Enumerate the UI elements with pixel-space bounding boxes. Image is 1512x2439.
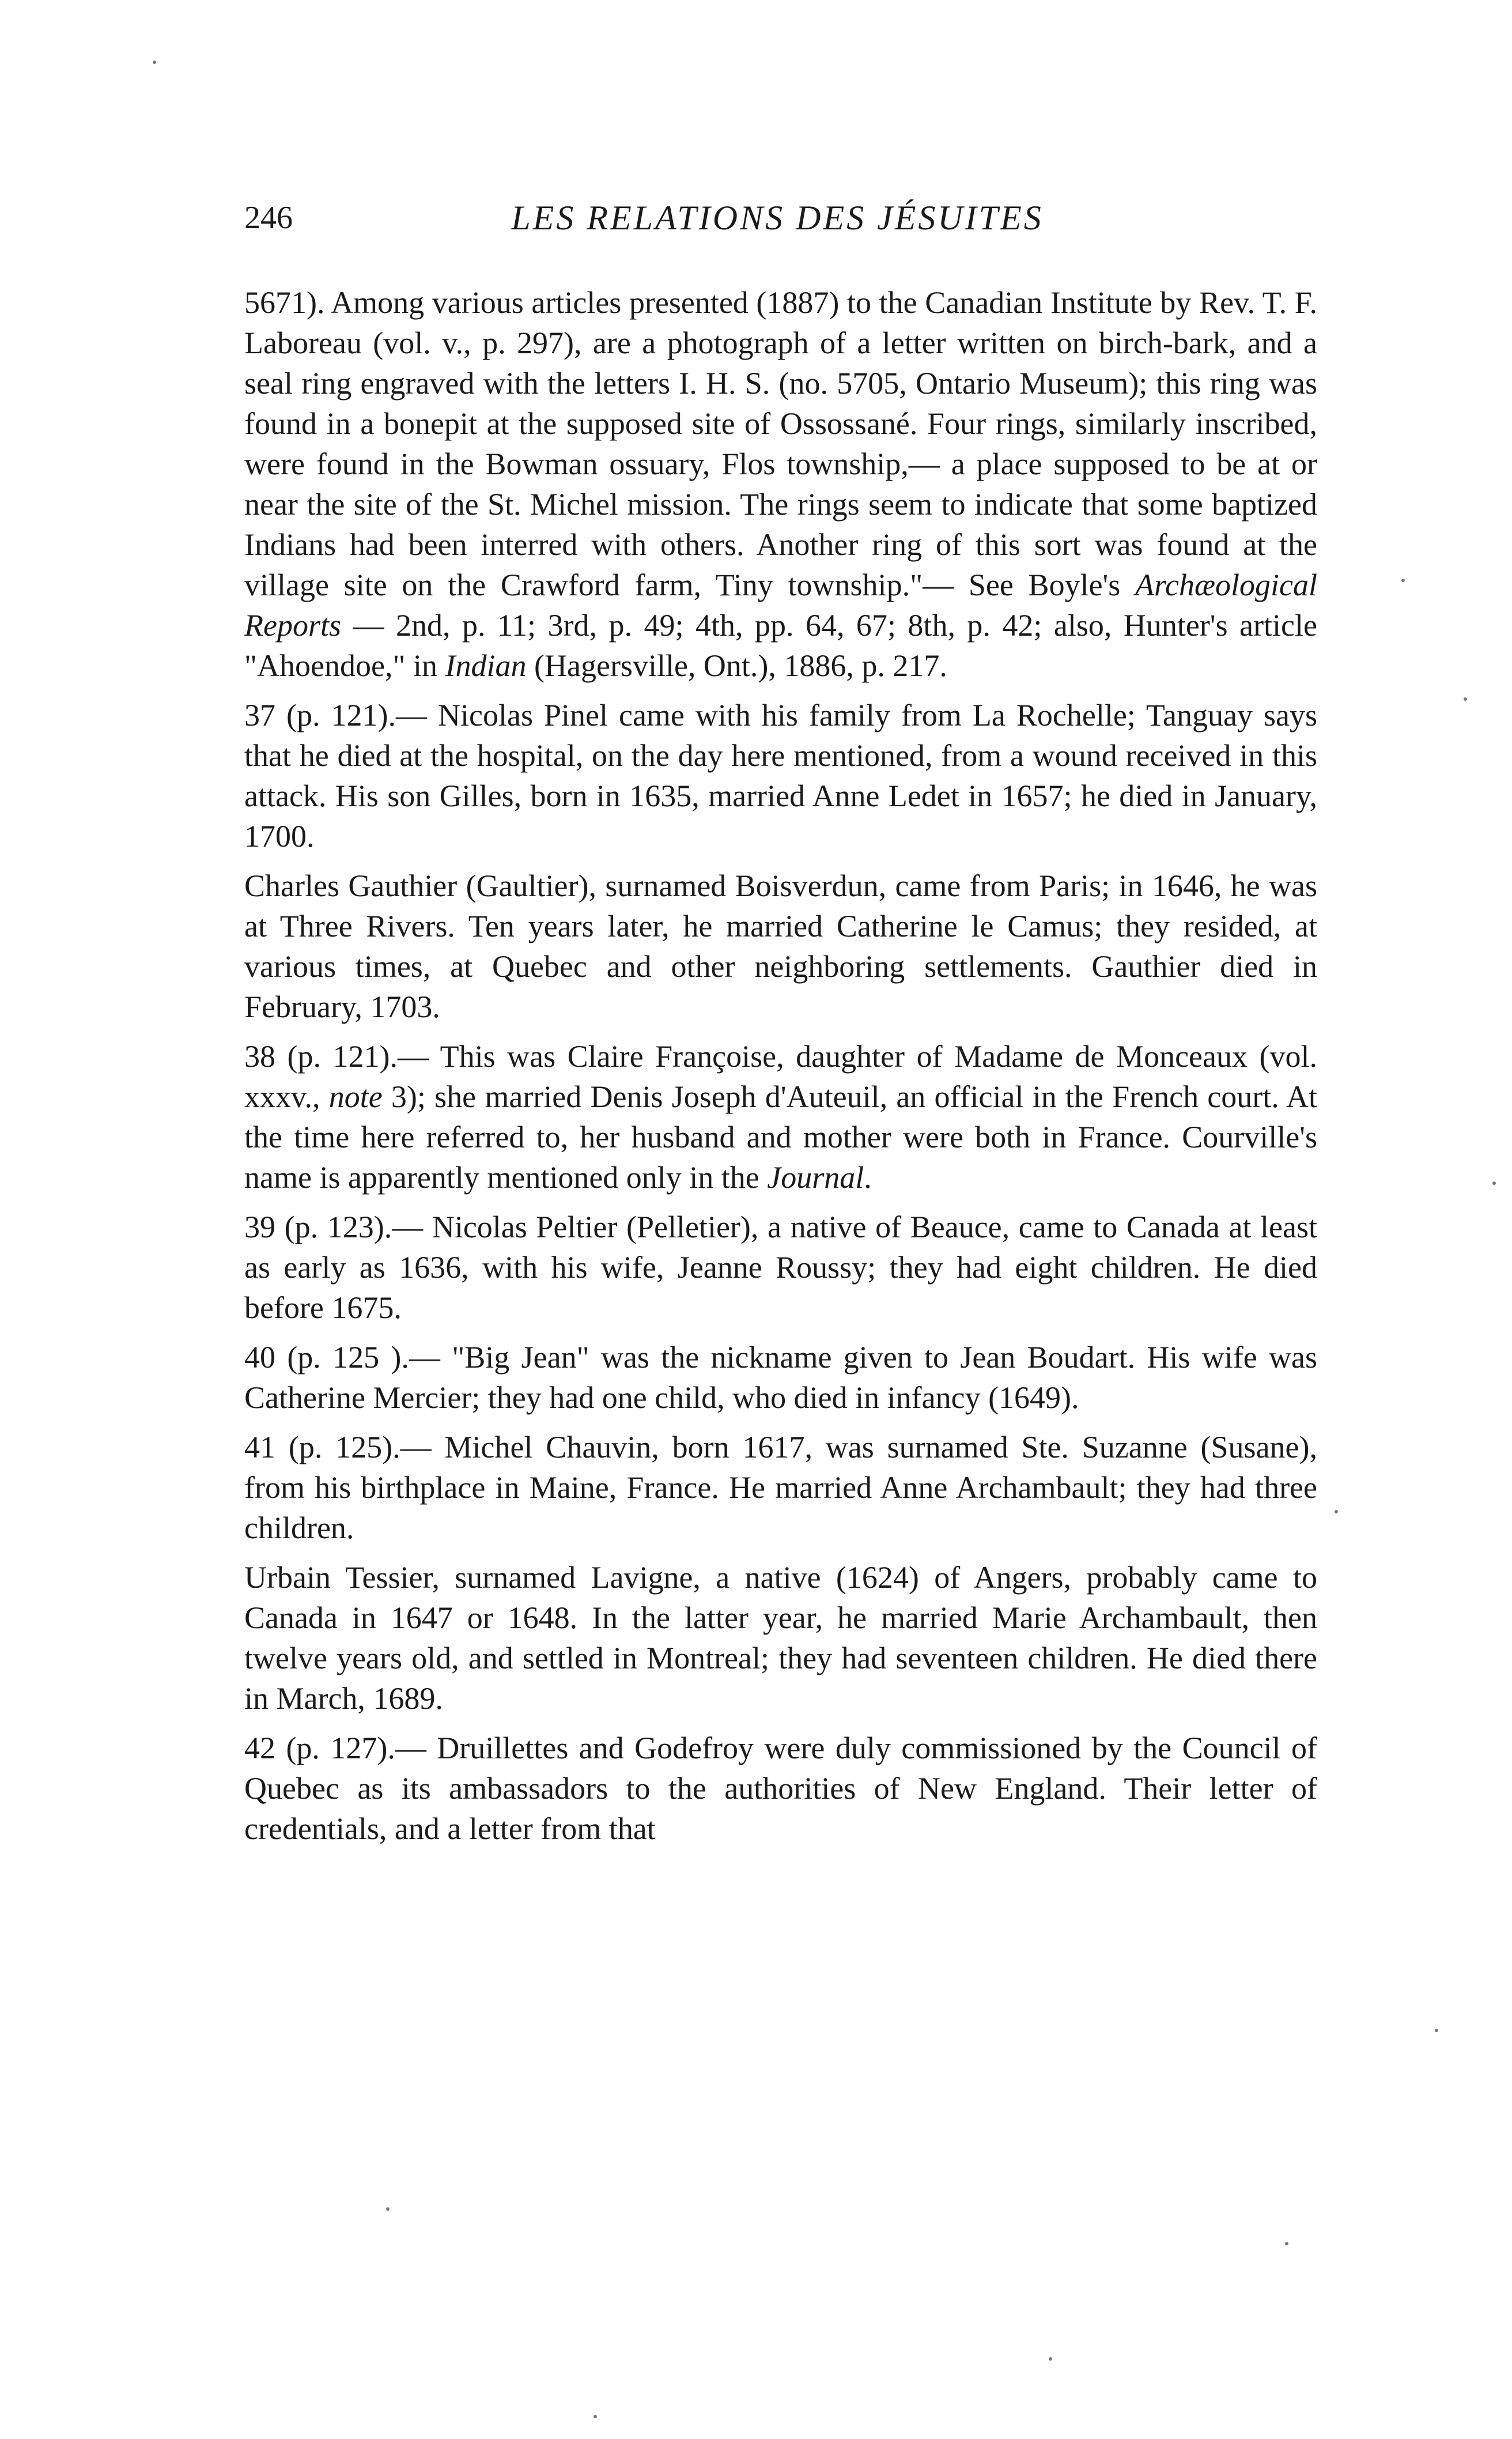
page-number: 246 — [244, 200, 293, 236]
scan-speck — [1335, 1510, 1338, 1513]
scan-speck — [1285, 2242, 1288, 2245]
scan-speck — [1464, 697, 1467, 701]
italic-title: Indian — [445, 648, 527, 683]
note-38: 38 (p. 121).— This was Claire Françoise, daughter of Madame de Monceaux (vol. xxxv., note 3); she married Denis Joseph d'Auteuil, an official in the French court. At the time here referred to, her husband and mother were both in France. Courville's name is apparently mentioned only in the Journal. — [244, 1039, 1317, 1195]
note-37-continued: Charles Gauthier (Gaultier), surnamed Boisverdun, came from Paris; in 1646, he was at Three Rivers. Ten years later, he married Catherine le Camus; they resided, at various times, at Quebec and other neighboring settlements. Gauthier died in February, 1703. — [244, 869, 1317, 1024]
italic-title: Archæological Reports — [244, 568, 1317, 643]
scan-speck — [1401, 579, 1405, 582]
note-42: 42 (p. 127).— Druillettes and Godefroy were duly commissioned by the Council of Quebec as its ambassadors to the authorities of New England. Their letter of credentials, and a letter from that — [244, 1731, 1317, 1846]
paragraph-continuation: 5671). Among various articles presented (1887) to the Canadian Institute by Rev. T. F. Laboreau (vol. v., p. 297), are a photograph of a letter written on birch-bark, and a seal ring engraved with the letters I. H. S. (no. 5705, Ontario Museum); this ring was found in a bonepit at the supposed site of Ossossané. Four rings, similarly inscribed, were found in the Bowman ossuary, Flos township,— a place supposed to be at or near the site of the St. Michel mission. The rings seem to indicate that some baptized Indians had been interred with others. Another ring of this sort was found at the village site on the Crawford farm, Tiny township."— See Boyle's Archæological Reports — 2nd, p. 11; 3rd, p. 49; 4th, pp. 64, 67; 8th, p. 42; also, Hunter's article "Ahoendoe," in Indian (Hagersville, Ont.), 1886, p. 217. — [244, 285, 1317, 683]
scan-speck — [1435, 2029, 1438, 2032]
italic-title: Journal — [767, 1160, 864, 1195]
scan-speck — [386, 2207, 390, 2211]
page-header — [244, 195, 1310, 241]
scan-speck — [1049, 2357, 1052, 2361]
scan-speck — [594, 2415, 597, 2418]
note-41-continued: Urbain Tessier, surnamed Lavigne, a native (1624) of Angers, probably came to Canada in 1647 or 1648. In the latter year, he married Marie Archambault, then twelve years old, and settled in Montreal; they had seventeen children. He died there in March, 1689. — [244, 1560, 1317, 1716]
note-39: 39 (p. 123).— Nicolas Peltier (Pelletier), a native of Beauce, came to Canada at least as early as 1636, with his wife, Jeanne Roussy; they had eight children. He died before 1675. — [244, 1210, 1317, 1325]
note-40: 40 (p. 125 ).— "Big Jean" was the nickname given to Jean Boudart. His wife was Catherine Mercier; they had one child, who died in infancy (1649). — [244, 1340, 1317, 1415]
scan-speck — [153, 61, 156, 64]
note-37: 37 (p. 121).— Nicolas Pinel came with his family from La Rochelle; Tanguay says that he died at the hospital, on the day here mentioned, from a wound received in this attack. His son Gilles, born in 1635, married Anne Ledet in 1657; he died in January, 1700. — [244, 698, 1317, 854]
running-head: LES RELATIONS DES JÉSUITES — [511, 199, 1044, 237]
italic-term: note — [328, 1079, 383, 1114]
note-41: 41 (p. 125).— Michel Chauvin, born 1617, was surnamed Ste. Suzanne (Susane), from his birthplace in Maine, France. He married Anne Archambault; they had three children. — [244, 1430, 1317, 1545]
scan-speck — [1492, 1181, 1496, 1185]
body-text — [244, 282, 1317, 1858]
